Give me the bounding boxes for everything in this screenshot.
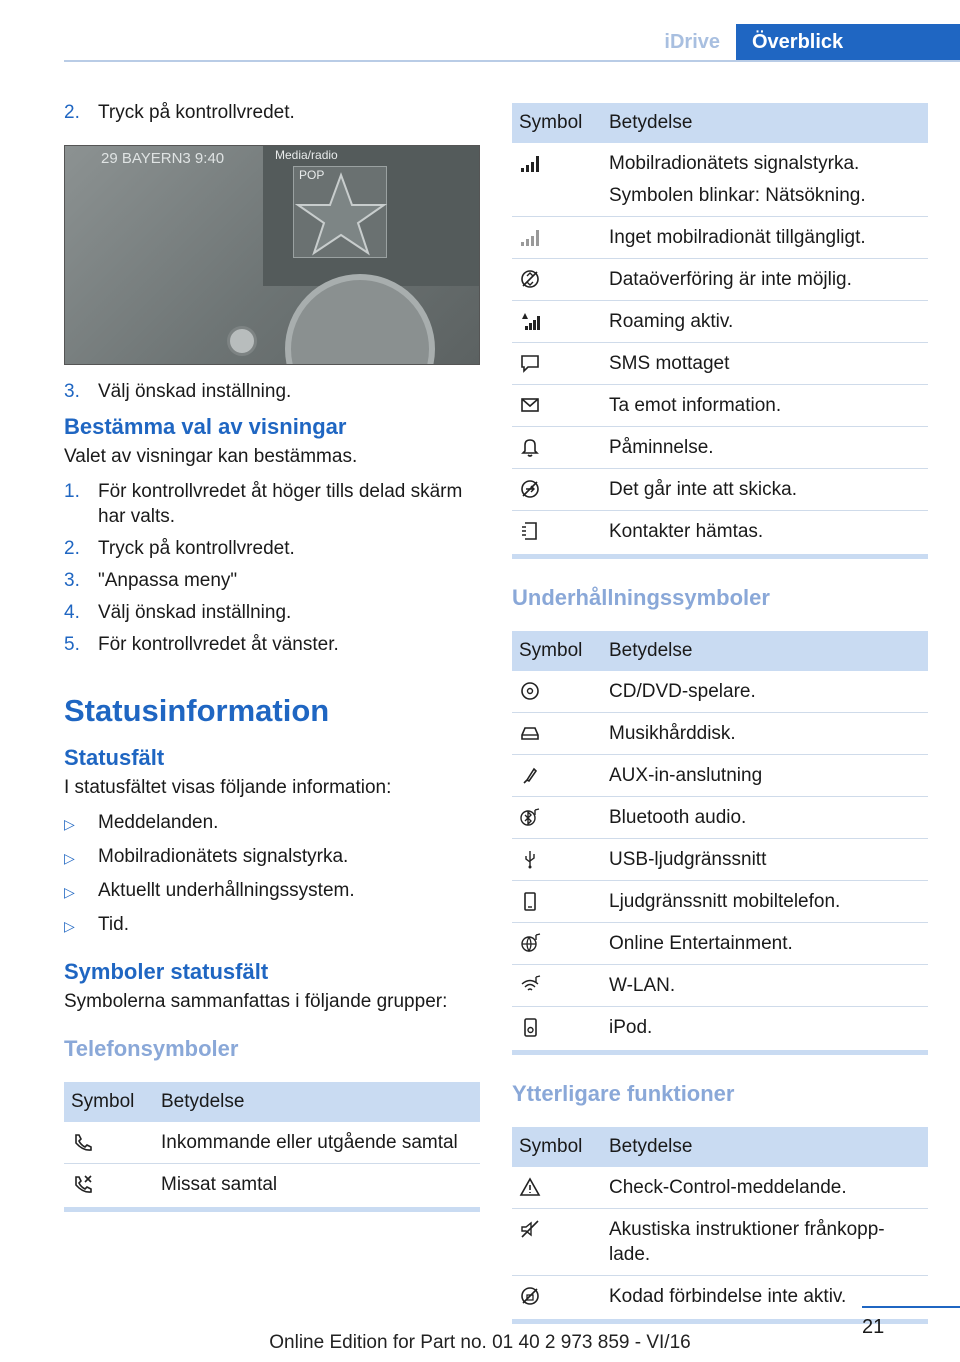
envelope-icon [519, 394, 541, 416]
table-row [512, 143, 928, 217]
screenshot-dial [285, 274, 435, 365]
table-status-symbols [512, 103, 928, 559]
column-header-symbol: Symbol [512, 631, 602, 671]
table-row [512, 1276, 928, 1318]
symbol-cell [512, 427, 602, 469]
meaning-cell [602, 713, 928, 755]
table-phone-symbols [64, 1082, 480, 1212]
meaning-text: Mobilradionätets signalstyrka. [609, 153, 860, 174]
right-column [512, 103, 928, 1324]
symbol-cell [512, 1007, 602, 1049]
symbol-table [512, 1127, 928, 1317]
triangle-bullet-icon: ▷ [64, 884, 75, 900]
meaning-cell [602, 755, 928, 797]
meaning-text: Ta emot information. [609, 395, 782, 416]
table-additional-symbols [512, 1127, 928, 1324]
symbol-cell [512, 301, 602, 343]
meaning-text: Inget mobilradionät tillgängligt. [609, 227, 866, 248]
table-row [512, 1007, 928, 1049]
step-text: För kontrollvredet åt vänster. [98, 634, 339, 655]
column-header-symbol: Symbol [64, 1082, 154, 1122]
table-row [512, 839, 928, 881]
meaning-text: Symbolen blinkar: Nätsökning. [609, 185, 866, 206]
meaning-text: Kontakter hämtas. [609, 521, 764, 542]
table-row [512, 671, 928, 713]
table-row [512, 713, 928, 755]
meaning-cell [602, 259, 928, 301]
meaning-text: AUX-in-anslutning [609, 765, 763, 786]
bluetooth-audio-icon [519, 806, 541, 828]
symbol-cell [512, 511, 602, 553]
symbol-cell [512, 143, 602, 217]
meaning-cell [602, 469, 928, 511]
bullet-text: Aktuellt underhållningssystem. [98, 880, 355, 901]
list-item [64, 600, 480, 625]
step-text: "Anpassa meny" [98, 570, 238, 591]
triangle-bullet-icon: ▷ [64, 918, 75, 934]
symbol-cell [512, 839, 602, 881]
section-intro-display-choice: Valet av visningar kan bestämmas. [64, 446, 358, 467]
table-row [512, 301, 928, 343]
column-header-meaning: Betydelse [602, 631, 928, 671]
table-end-bar [512, 554, 928, 559]
section-intro-symbols: Symbolerna sammanfattas i följande grupper: [64, 991, 448, 1012]
symbol-cell [64, 1122, 154, 1164]
contacts-download-icon [519, 520, 541, 542]
bullet-text: Mobilradionätets signalstyrka. [98, 846, 349, 867]
step-number: 3. [64, 570, 80, 591]
meaning-text: CD/DVD-spelare. [609, 681, 756, 702]
symbol-cell [512, 1167, 602, 1209]
screenshot-knob [227, 326, 257, 356]
step-text: Tryck på kontrollvredet. [98, 102, 295, 123]
meaning-cell [602, 511, 928, 553]
list-item [64, 479, 480, 529]
bullet-list-status-bar [64, 810, 480, 939]
meaning-text: Online Entertainment. [609, 933, 793, 954]
table-row [512, 797, 928, 839]
list-item [64, 810, 480, 837]
table-row [512, 469, 928, 511]
header-section-label: iDrive [664, 31, 720, 53]
group-title-phone: Telefonsymboler [64, 1036, 239, 1061]
group-title-additional: Ytterligare funktioner [512, 1081, 735, 1106]
table-row [512, 881, 928, 923]
list-item [64, 912, 480, 939]
sms-icon [519, 352, 541, 374]
meaning-cell [602, 881, 928, 923]
step-text: För kontrollvredet åt höger tills delad skärm har valts. [98, 481, 463, 527]
table-row [512, 217, 928, 259]
page-header [64, 24, 960, 62]
meaning-text: Det går inte att skicka. [609, 479, 797, 500]
meaning-cell [602, 1209, 928, 1276]
meaning-cell [602, 1276, 928, 1318]
table-row [512, 755, 928, 797]
meaning-text: Bluetooth audio. [609, 807, 747, 828]
table-row [64, 1122, 480, 1164]
symbol-table [64, 1082, 480, 1205]
main-title: Statusinformation [64, 693, 330, 728]
column-header-meaning: Betydelse [602, 103, 928, 143]
meaning-text: Inkommande eller utgående samtal [161, 1132, 458, 1153]
table-row [512, 1209, 928, 1276]
step-number: 2. [64, 538, 80, 559]
no-encryption-icon [519, 1285, 541, 1307]
meaning-text: lade. [609, 1244, 651, 1265]
meaning-cell [602, 1007, 928, 1049]
bullet-text: Meddelanden. [98, 812, 219, 833]
symbol-cell [512, 965, 602, 1007]
meaning-cell [602, 965, 928, 1007]
steps-display-choice [64, 479, 480, 657]
meaning-cell [602, 427, 928, 469]
table-end-bar [64, 1207, 480, 1212]
section-title-display-choice: Bestämma val av visningar [64, 414, 347, 439]
column-header-meaning: Betydelse [154, 1082, 480, 1122]
meaning-cell [154, 1122, 480, 1164]
meaning-cell [602, 143, 928, 217]
screenshot-pop-label: POP [299, 168, 325, 182]
wlan-icon [519, 974, 541, 996]
symbol-cell [512, 343, 602, 385]
symbol-cell [512, 755, 602, 797]
step-number: 5. [64, 634, 80, 655]
meaning-cell [602, 301, 928, 343]
column-header-meaning: Betydelse [602, 1127, 928, 1167]
symbol-cell [512, 671, 602, 713]
list-item [64, 379, 480, 404]
meaning-cell [602, 671, 928, 713]
footer-edition: Online Edition for Part no. 01 40 2 973 859 - VI/16 [269, 1332, 691, 1353]
triangle-bullet-icon: ▷ [64, 816, 75, 832]
meaning-text: Missat samtal [161, 1174, 278, 1195]
meaning-cell [602, 923, 928, 965]
symbol-cell [512, 797, 602, 839]
meaning-text: Dataöverföring är inte möjlig. [609, 269, 852, 290]
symbol-table [512, 103, 928, 552]
table-row [512, 965, 928, 1007]
meaning-cell [154, 1164, 480, 1206]
bullet-text: Tid. [98, 914, 129, 935]
idrive-screenshot [64, 145, 480, 365]
meaning-text: Check-Control-meddelande. [609, 1177, 847, 1198]
table-row [512, 511, 928, 553]
list-item [64, 844, 480, 871]
list-item [64, 568, 480, 593]
section-title-symbols: Symboler statusfält [64, 959, 269, 984]
meaning-cell [602, 343, 928, 385]
cannot-send-icon [519, 478, 541, 500]
page-number: 21 [862, 1316, 885, 1338]
step-number: 3. [64, 381, 80, 402]
phone-call-icon [71, 1131, 93, 1153]
symbol-cell [512, 1276, 602, 1318]
meaning-text: Akustiska instruktioner frånkopp- [609, 1219, 885, 1240]
list-item [64, 632, 480, 657]
voice-off-icon [519, 1218, 541, 1240]
column-header-symbol: Symbol [512, 1127, 602, 1167]
bell-icon [519, 436, 541, 458]
list-item [64, 100, 480, 125]
missed-call-icon [71, 1173, 93, 1195]
column-header-symbol: Symbol [512, 103, 602, 143]
meaning-text: iPod. [609, 1017, 653, 1038]
symbol-cell [512, 385, 602, 427]
globe-music-icon [519, 932, 541, 954]
list-item [64, 878, 480, 905]
no-data-transfer-icon [519, 268, 541, 290]
meaning-cell [602, 1167, 928, 1209]
step-number: 1. [64, 481, 80, 502]
roaming-icon [519, 310, 541, 332]
table-entertainment-symbols [512, 631, 928, 1055]
cd-icon [519, 680, 541, 702]
table-row [512, 427, 928, 469]
screenshot-station-title: 29 BAYERN3 9:40 [101, 150, 225, 167]
step-text: Välj önskad inställning. [98, 381, 292, 402]
screenshot-media-label: Media/radio [275, 148, 338, 162]
table-row [512, 385, 928, 427]
symbol-cell [512, 713, 602, 755]
section-title-status-bar: Statusfält [64, 745, 165, 770]
meaning-text: Ljudgränssnitt mobiltelefon. [609, 891, 841, 912]
steps-after [64, 379, 480, 404]
step-text: Tryck på kontrollvredet. [98, 538, 295, 559]
symbol-table [512, 631, 928, 1048]
aux-plug-icon [519, 764, 541, 786]
meaning-text: SMS mottaget [609, 353, 730, 374]
symbol-cell [512, 259, 602, 301]
hard-disk-icon [519, 722, 541, 744]
step-number: 4. [64, 602, 80, 623]
mobile-phone-icon [519, 890, 541, 912]
meaning-cell [602, 385, 928, 427]
meaning-text: Påminnelse. [609, 437, 714, 458]
meaning-cell [602, 797, 928, 839]
header-chapter-tab: Överblick [736, 24, 960, 60]
symbol-cell [512, 923, 602, 965]
footer-rule [862, 1306, 960, 1308]
symbol-cell [512, 469, 602, 511]
table-end-bar [512, 1050, 928, 1055]
meaning-text: Roaming aktiv. [609, 311, 734, 332]
usb-icon [519, 848, 541, 870]
table-row [512, 343, 928, 385]
meaning-cell [602, 839, 928, 881]
section-intro-status-bar: I statusfältet visas följande information: [64, 777, 392, 798]
triangle-bullet-icon: ▷ [64, 850, 75, 866]
table-row [512, 259, 928, 301]
meaning-text: USB-ljudgränssnitt [609, 849, 767, 870]
meaning-text: Musikhårddisk. [609, 723, 736, 744]
table-row [64, 1164, 480, 1206]
steps-top [64, 100, 480, 125]
symbol-cell [512, 881, 602, 923]
left-column [64, 100, 480, 1212]
ipod-icon [519, 1016, 541, 1038]
table-row [512, 1167, 928, 1209]
group-title-entertainment: Underhållningssymboler [512, 585, 770, 610]
symbol-cell [512, 217, 602, 259]
list-item [64, 536, 480, 561]
no-network-icon [519, 226, 541, 248]
step-number: 2. [64, 102, 80, 123]
warning-triangle-icon [519, 1176, 541, 1198]
table-row [512, 923, 928, 965]
meaning-text: Kodad förbindelse inte aktiv. [609, 1286, 847, 1307]
signal-strength-icon [519, 152, 541, 174]
meaning-cell [602, 217, 928, 259]
symbol-cell [512, 1209, 602, 1276]
step-text: Välj önskad inställning. [98, 602, 292, 623]
meaning-text: W-LAN. [609, 975, 676, 996]
symbol-cell [64, 1164, 154, 1206]
